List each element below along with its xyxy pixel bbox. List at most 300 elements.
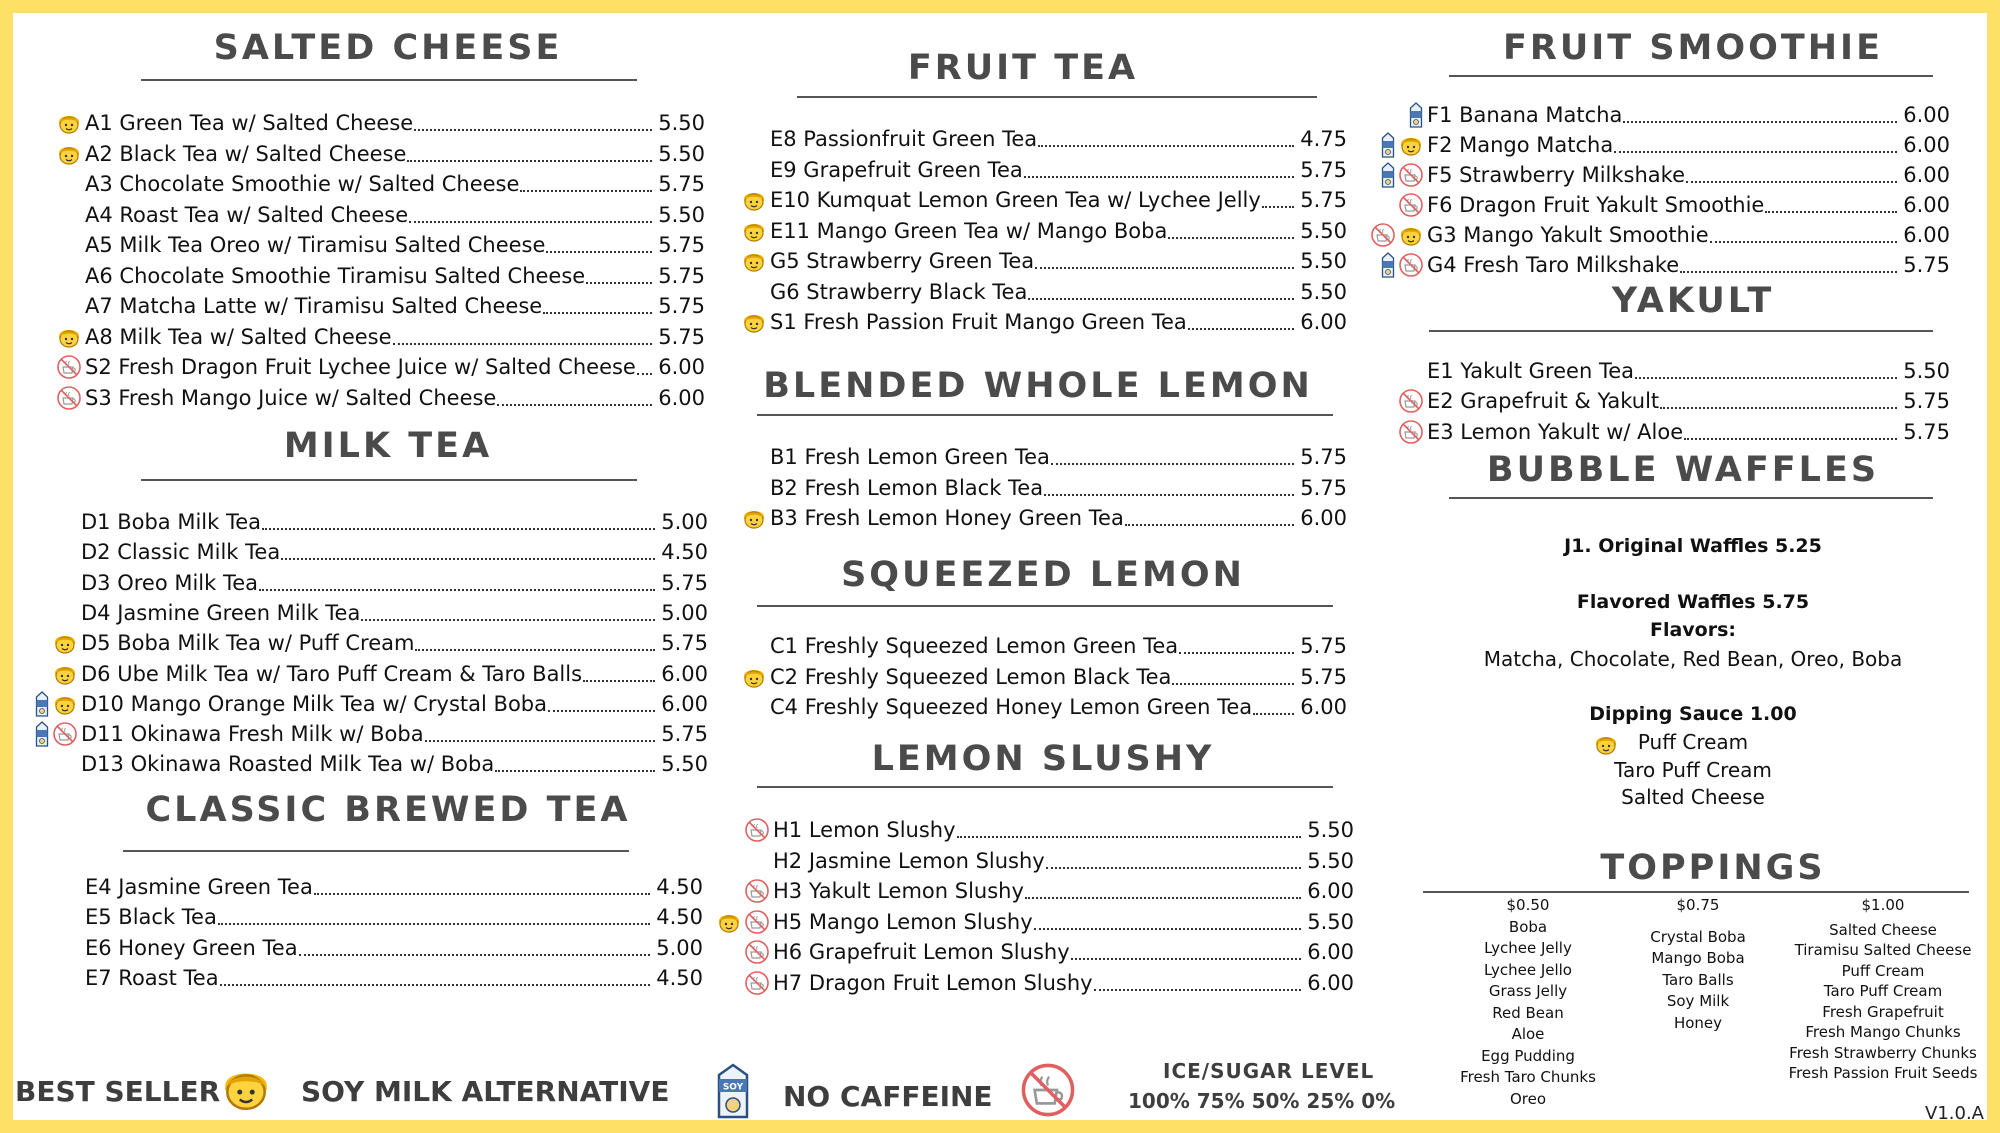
menu-item-price: 6.00 xyxy=(1903,103,1950,127)
menu-item-price: 6.00 xyxy=(1903,133,1950,157)
menu-item-icons xyxy=(1380,162,1424,193)
toppings-price: $1.00 xyxy=(1861,896,1905,914)
menu-item xyxy=(85,291,705,321)
dot-leader xyxy=(409,221,652,223)
menu-item-name: E3 Lemon Yakult w/ Aloe xyxy=(1427,419,1684,444)
section-rule xyxy=(757,605,1333,607)
toppings-price: $0.50 xyxy=(1506,896,1550,914)
menu-item-icons xyxy=(34,691,78,722)
best-seller-face-icon xyxy=(52,661,78,692)
menu-item-price: 6.00 xyxy=(1300,506,1347,530)
menu-item-icons xyxy=(34,721,78,752)
menu-item xyxy=(81,568,708,598)
ice-sugar-title: ICE/SUGAR LEVEL xyxy=(1163,1059,1375,1083)
section-title-salted-cheese: SALTED CHEESE xyxy=(213,28,563,68)
waffle-flavors-label: Flavors: xyxy=(1649,619,1737,641)
menu-item-icons xyxy=(52,630,78,661)
menu-item xyxy=(1427,386,1950,416)
dot-leader xyxy=(393,343,653,345)
dot-leader xyxy=(546,251,652,253)
menu-item-price: 5.50 xyxy=(1307,909,1354,934)
dot-leader xyxy=(259,589,655,591)
section-rule xyxy=(123,850,629,852)
menu-item xyxy=(85,322,705,352)
topping-item: Crystal Boba xyxy=(1650,927,1746,946)
menu-item-name: A6 Chocolate Smoothie Tiramisu Salted Cheese xyxy=(85,263,586,288)
dot-leader xyxy=(415,649,655,651)
menu-item xyxy=(770,631,1347,661)
dot-leader xyxy=(1125,524,1294,526)
menu-item-icons xyxy=(1398,388,1424,419)
best-seller-face-icon xyxy=(741,505,767,536)
menu-item-name: E1 Yakult Green Tea xyxy=(1427,359,1634,383)
menu-item-name: E7 Roast Tea xyxy=(85,965,219,990)
best-seller-face-icon xyxy=(1398,132,1424,163)
best-seller-face-icon xyxy=(56,324,82,355)
section-title-classic-brewed-tea: CLASSIC BREWED TEA xyxy=(145,790,631,830)
section-rule xyxy=(141,479,637,481)
menu-item xyxy=(773,846,1354,876)
menu-item-name: H7 Dragon Fruit Lemon Slushy xyxy=(773,970,1093,995)
menu-item xyxy=(81,628,708,658)
no-caffeine-cup-icon xyxy=(744,817,770,848)
menu-item-name: H6 Grapefruit Lemon Slushy xyxy=(773,940,1070,964)
no-caffeine-cup-icon xyxy=(56,385,82,416)
toppings-column-100 xyxy=(1778,895,1988,1084)
legend-soy-milk: SOY MILK ALTERNATIVE xyxy=(301,1075,670,1108)
no-caffeine-cup-icon xyxy=(1398,162,1424,193)
dot-leader xyxy=(1071,958,1302,960)
section-rule xyxy=(797,96,1317,98)
dot-leader xyxy=(1188,328,1294,330)
menu-item-price: 4.50 xyxy=(656,905,703,930)
soy-milk-carton-icon xyxy=(1380,132,1396,163)
menu-item-name: D10 Mango Orange Milk Tea w/ Crystal Boba xyxy=(81,691,547,716)
menu-item-icons xyxy=(744,817,770,848)
menu-item xyxy=(85,108,705,138)
menu-item-name: A2 Black Tea w/ Salted Cheese xyxy=(85,141,407,166)
legend-soy-icon-wrap xyxy=(716,1063,750,1124)
menu-item-name: A7 Matcha Latte w/ Tiramisu Salted Cheese xyxy=(85,294,543,318)
menu-item-price: 4.75 xyxy=(1300,127,1347,151)
menu-item-name: E9 Grapefruit Green Tea xyxy=(770,157,1023,182)
dot-leader xyxy=(361,619,655,621)
menu-item-name: G5 Strawberry Green Tea xyxy=(770,249,1035,273)
waffle-dipping-label: Dipping Sauce 1.00 xyxy=(1589,703,1797,725)
version-label: V1.0.A xyxy=(1925,1103,1984,1124)
menu-item-name: G3 Mango Yakult Smoothie xyxy=(1427,223,1709,247)
toppings-list xyxy=(1778,920,1988,1084)
no-caffeine-cup-icon xyxy=(56,354,82,385)
menu-item-price: 5.50 xyxy=(658,141,705,166)
dot-leader xyxy=(1035,267,1294,269)
menu-item xyxy=(770,246,1347,276)
menu-item xyxy=(85,230,705,260)
menu-item xyxy=(773,815,1354,845)
menu-item-price: 6.00 xyxy=(661,691,708,716)
toppings-list xyxy=(1613,927,1783,1035)
soy-milk-carton-icon xyxy=(34,691,50,722)
menu-item-icons xyxy=(744,878,770,909)
menu-item-icons xyxy=(56,141,82,172)
menu-item-name: G4 Fresh Taro Milkshake xyxy=(1427,253,1680,277)
section-rule xyxy=(141,79,637,81)
menu-item-name: A5 Milk Tea Oreo w/ Tiramisu Salted Cheese xyxy=(85,233,546,257)
menu-item-name: C4 Freshly Squeezed Honey Lemon Green Tea xyxy=(770,695,1253,719)
menu-item-name: A4 Roast Tea w/ Salted Cheese xyxy=(85,202,409,227)
best-seller-face-icon xyxy=(1398,222,1424,253)
section-title-lemon-slushy: LEMON SLUSHY xyxy=(871,739,1215,779)
menu-item-price: 5.50 xyxy=(1307,848,1354,873)
menu-item-price: 5.00 xyxy=(661,600,708,625)
section-rule xyxy=(757,786,1333,788)
menu-item-price: 5.50 xyxy=(661,752,708,777)
menu-item xyxy=(1427,100,1950,130)
soy-milk-carton-icon xyxy=(716,1063,750,1124)
menu-item-icons xyxy=(56,385,82,416)
menu-item-price: 5.75 xyxy=(661,570,708,595)
no-caffeine-cup-icon xyxy=(1370,222,1396,253)
topping-item: Oreo xyxy=(1509,1089,1547,1108)
menu-item-price: 5.00 xyxy=(661,510,708,534)
menu-item-icons xyxy=(1370,222,1424,253)
dot-leader xyxy=(1635,377,1897,379)
menu-item-name: E4 Jasmine Green Tea xyxy=(85,875,313,899)
menu-item-price: 5.75 xyxy=(658,172,705,196)
dot-leader xyxy=(1686,181,1897,183)
menu-item xyxy=(81,507,708,537)
section-title-bubble-waffles: BUBBLE WAFFLES xyxy=(1486,450,1880,490)
dot-leader xyxy=(1034,928,1302,930)
menu-item xyxy=(85,139,705,169)
legend-no-caffeine: NO CAFFEINE xyxy=(783,1080,993,1113)
menu-item-icons xyxy=(1380,252,1424,283)
menu-item-name: F1 Banana Matcha xyxy=(1427,103,1623,127)
menu-item-name: D13 Okinawa Roasted Milk Tea w/ Boba xyxy=(81,752,495,777)
dot-leader xyxy=(1710,241,1898,243)
menu-item-name: A3 Chocolate Smoothie w/ Salted Cheese xyxy=(85,172,520,196)
best-seller-face-icon xyxy=(716,909,742,940)
legend-best-seller-icon-wrap xyxy=(219,1061,273,1120)
menu-item-icons xyxy=(741,218,767,249)
section-title-squeezed-lemon: SQUEEZED LEMON xyxy=(841,555,1245,595)
menu-item-name: F6 Dragon Fruit Yakult Smoothie xyxy=(1427,193,1765,217)
menu-item xyxy=(770,473,1347,503)
menu-item-name: H5 Mango Lemon Slushy xyxy=(773,909,1033,934)
no-caffeine-cup-icon xyxy=(52,721,78,752)
menu-item-price: 5.75 xyxy=(1300,664,1347,689)
soy-milk-carton-icon xyxy=(34,721,50,752)
menu-item-price: 5.75 xyxy=(658,263,705,288)
menu-item xyxy=(85,933,703,963)
no-caffeine-cup-icon xyxy=(1398,419,1424,450)
menu-item-price: 6.00 xyxy=(1903,193,1950,217)
menu-item-name: S3 Fresh Mango Juice w/ Salted Cheese xyxy=(85,385,497,410)
menu-item xyxy=(773,876,1354,906)
dot-leader xyxy=(220,984,651,986)
best-seller-face-icon xyxy=(52,630,78,661)
menu-item-name: S1 Fresh Passion Fruit Mango Green Tea xyxy=(770,310,1187,334)
dot-leader xyxy=(1025,897,1301,899)
best-seller-face-icon xyxy=(52,691,78,722)
dot-leader xyxy=(543,312,652,314)
menu-item-icons xyxy=(741,187,767,218)
menu-item xyxy=(85,261,705,291)
menu-item-price: 5.50 xyxy=(1903,359,1950,383)
section-title-yakult: YAKULT xyxy=(1611,281,1775,321)
menu-item xyxy=(1427,130,1950,160)
dot-leader xyxy=(414,129,652,131)
menu-item-price: 5.75 xyxy=(658,324,705,349)
best-seller-face-icon xyxy=(741,248,767,279)
dot-leader xyxy=(1262,206,1294,208)
legend-no-caffeine-icon-wrap xyxy=(1019,1061,1077,1124)
menu-item xyxy=(85,169,705,199)
menu-item-price: 5.75 xyxy=(1903,253,1950,277)
section-title-blended-whole-lemon: BLENDED WHOLE LEMON xyxy=(763,366,1313,406)
waffle-sauce-salted-cheese: Salted Cheese xyxy=(1621,785,1765,809)
dot-leader xyxy=(1623,121,1897,123)
menu-item-icons xyxy=(52,661,78,692)
menu-item-price: 5.50 xyxy=(658,111,705,135)
dot-leader xyxy=(520,190,652,192)
menu-item-price: 6.00 xyxy=(658,385,705,410)
menu-item-icons xyxy=(744,939,770,970)
topping-item: Tiramisu Salted Cheese xyxy=(1794,941,1972,959)
menu-item-price: 5.75 xyxy=(658,233,705,257)
topping-item: Fresh Grapefruit xyxy=(1822,1002,1944,1021)
menu-item-icons xyxy=(1398,192,1424,223)
dot-leader xyxy=(583,680,655,682)
topping-item: Fresh Strawberry Chunks xyxy=(1789,1043,1977,1062)
toppings-column-075 xyxy=(1613,895,1783,1034)
dot-leader xyxy=(1172,683,1294,685)
topping-item: Soy Milk xyxy=(1666,992,1730,1010)
menu-item-name: A8 Milk Tea w/ Salted Cheese xyxy=(85,324,392,349)
no-caffeine-cup-icon xyxy=(744,939,770,970)
topping-item: Lychee Jelly xyxy=(1484,939,1572,957)
waffle-original: J1. Original Waffles 5.25 xyxy=(1564,535,1822,557)
dot-leader xyxy=(1094,989,1302,991)
no-caffeine-cup-icon xyxy=(1019,1061,1077,1124)
menu-item-price: 6.00 xyxy=(1300,695,1347,719)
toppings-column-050 xyxy=(1433,895,1623,1110)
toppings-price: $0.75 xyxy=(1676,896,1720,914)
menu-item xyxy=(85,872,703,902)
dot-leader xyxy=(218,923,650,925)
topping-item: Fresh Taro Chunks xyxy=(1460,1068,1596,1086)
menu-item-icons xyxy=(744,970,770,1001)
dot-leader xyxy=(1684,438,1897,440)
menu-item-icons xyxy=(56,324,82,355)
menu-item-price: 6.00 xyxy=(1903,223,1950,247)
menu-item-price: 5.50 xyxy=(1300,249,1347,273)
menu-item xyxy=(770,692,1347,722)
best-seller-face-icon xyxy=(741,664,767,695)
menu-item-price: 5.75 xyxy=(1300,445,1347,469)
menu-item-price: 5.50 xyxy=(1307,818,1354,842)
section-title-fruit-tea: FRUIT TEA xyxy=(907,48,1139,88)
section-rule xyxy=(1423,891,1969,893)
dot-leader xyxy=(1179,652,1294,654)
menu-item xyxy=(773,907,1354,937)
menu-item-icons xyxy=(56,110,82,141)
topping-item: Red Bean xyxy=(1492,1003,1564,1022)
menu-item-price: 5.75 xyxy=(1300,188,1347,212)
menu-item xyxy=(85,383,705,413)
dot-leader xyxy=(1765,211,1897,213)
best-seller-face-icon xyxy=(56,141,82,172)
menu-item-name: H3 Yakult Lemon Slushy xyxy=(773,879,1024,903)
topping-item: Honey xyxy=(1673,1013,1723,1032)
waffle-sauce-puff-cream: Puff Cream xyxy=(1637,730,1749,754)
dot-leader xyxy=(637,373,652,375)
menu-item xyxy=(85,352,705,382)
section-rule xyxy=(1449,75,1933,77)
topping-item: Fresh Passion Fruit Seeds xyxy=(1788,1064,1978,1082)
menu-item xyxy=(770,662,1347,692)
dot-leader xyxy=(281,558,655,560)
best-seller-face-icon xyxy=(56,110,82,141)
menu-item-price: 5.75 xyxy=(1300,475,1347,500)
menu-item xyxy=(770,185,1347,215)
menu-item-icons xyxy=(1408,102,1424,133)
menu-item-icons xyxy=(716,909,770,940)
dot-leader xyxy=(262,528,655,530)
menu-item-icons xyxy=(741,505,767,536)
dot-leader xyxy=(1024,176,1295,178)
menu-item xyxy=(81,659,708,689)
menu-item-name: H1 Lemon Slushy xyxy=(773,818,956,842)
menu-item xyxy=(773,937,1354,967)
menu-item xyxy=(81,689,708,719)
menu-item-name: S2 Fresh Dragon Fruit Lychee Juice w/ Salted Cheese xyxy=(85,355,636,379)
menu-item-name: D1 Boba Milk Tea xyxy=(81,510,262,534)
menu-item-name: E8 Passionfruit Green Tea xyxy=(770,127,1038,151)
menu-item-icons xyxy=(741,664,767,695)
menu-item xyxy=(81,537,708,567)
menu-item-name: D4 Jasmine Green Milk Tea xyxy=(81,600,361,625)
menu-item-name: B2 Fresh Lemon Black Tea xyxy=(770,475,1044,500)
menu-item-price: 6.00 xyxy=(1307,970,1354,995)
menu-item xyxy=(770,442,1347,472)
section-title-toppings: TOPPINGS xyxy=(1600,848,1826,888)
menu-item-price: 5.75 xyxy=(661,722,708,747)
menu-item-icons xyxy=(56,354,82,385)
menu-item-price: 6.00 xyxy=(1307,879,1354,903)
dot-leader xyxy=(497,404,652,406)
menu-item-price: 5.75 xyxy=(1300,634,1347,658)
menu-item-price: 5.75 xyxy=(1903,389,1950,414)
menu-item xyxy=(85,963,703,993)
topping-item: Lychee Jello xyxy=(1483,960,1572,979)
dot-leader xyxy=(1044,494,1294,496)
toppings-list xyxy=(1433,917,1623,1111)
dot-leader xyxy=(957,836,1302,838)
menu-item-price: 5.75 xyxy=(658,294,705,318)
no-caffeine-cup-icon xyxy=(1398,192,1424,223)
menu-item-name: D5 Boba Milk Tea w/ Puff Cream xyxy=(81,631,415,656)
menu-item-icons xyxy=(741,309,767,340)
menu-item xyxy=(770,307,1347,337)
dot-leader xyxy=(1051,463,1294,465)
section-rule xyxy=(1449,497,1933,499)
menu-item xyxy=(81,598,708,628)
menu-item xyxy=(1427,190,1950,220)
no-caffeine-cup-icon xyxy=(744,909,770,940)
menu-item-icons xyxy=(1398,419,1424,450)
legend-best-seller: BEST SELLER xyxy=(15,1075,221,1108)
svg-text:SOY: SOY xyxy=(722,1082,744,1093)
menu-item-name: E5 Black Tea xyxy=(85,905,217,930)
menu-item-name: F2 Mango Matcha xyxy=(1427,133,1614,157)
menu-item-name: B1 Fresh Lemon Green Tea xyxy=(770,445,1050,469)
dot-leader xyxy=(425,740,656,742)
dot-leader xyxy=(1028,298,1294,300)
menu-item-name: D6 Ube Milk Tea w/ Taro Puff Cream & Taro Balls xyxy=(81,661,583,686)
menu-item-name: F5 Strawberry Milkshake xyxy=(1427,163,1686,187)
dot-leader xyxy=(586,282,652,284)
section-rule xyxy=(757,414,1333,416)
menu-item-icons xyxy=(1380,132,1424,163)
menu-item xyxy=(770,124,1347,154)
menu-item xyxy=(81,719,708,749)
topping-item: Aloe xyxy=(1511,1025,1545,1043)
soy-milk-carton-icon xyxy=(1380,162,1396,193)
menu-item xyxy=(770,503,1347,533)
menu-item xyxy=(81,749,708,779)
waffle-sauce-taro-puff-cream: Taro Puff Cream xyxy=(1614,758,1772,782)
topping-item: Mango Boba xyxy=(1651,949,1745,967)
menu-item-name: G6 Strawberry Black Tea xyxy=(770,279,1028,304)
menu-item xyxy=(1427,356,1950,386)
menu-item-name: C2 Freshly Squeezed Lemon Black Tea xyxy=(770,664,1172,689)
waffle-flavors-list: Matcha, Chocolate, Red Bean, Oreo, Boba xyxy=(1483,647,1903,671)
dot-leader xyxy=(1614,151,1897,153)
topping-item: Taro Puff Cream xyxy=(1823,982,1943,1000)
menu-item-name: D3 Oreo Milk Tea xyxy=(81,570,259,595)
dot-leader xyxy=(299,954,651,956)
best-seller-face-icon xyxy=(741,309,767,340)
topping-item: Boba xyxy=(1508,917,1548,936)
menu-item-name: C1 Freshly Squeezed Lemon Green Tea xyxy=(770,634,1179,658)
soy-milk-carton-icon xyxy=(1408,102,1424,133)
ice-sugar-levels: 100% 75% 50% 25% 0% xyxy=(1128,1089,1396,1113)
menu-item xyxy=(1427,220,1950,250)
dot-leader xyxy=(1680,271,1897,273)
no-caffeine-cup-icon xyxy=(1398,252,1424,283)
section-title-milk-tea: MILK TEA xyxy=(283,426,493,466)
menu-item-price: 5.50 xyxy=(1300,218,1347,243)
menu-item-price: 5.75 xyxy=(1300,157,1347,182)
menu-item xyxy=(1427,250,1950,280)
dot-leader xyxy=(548,710,655,712)
topping-item: Fresh Mango Chunks xyxy=(1805,1023,1961,1041)
menu-item-name: D2 Classic Milk Tea xyxy=(81,540,281,565)
best-seller-face-icon xyxy=(741,187,767,218)
menu-item-icons xyxy=(741,248,767,279)
dot-leader xyxy=(495,770,655,772)
section-title-fruit-smoothie: FRUIT SMOOTHIE xyxy=(1502,28,1883,68)
dot-leader xyxy=(1168,237,1294,239)
menu-item-name: H2 Jasmine Lemon Slushy xyxy=(773,848,1045,873)
menu-item-price: 5.50 xyxy=(1300,279,1347,304)
menu-item-price: 6.00 xyxy=(661,661,708,686)
menu-item-name: B3 Fresh Lemon Honey Green Tea xyxy=(770,506,1124,530)
menu-item-name: A1 Green Tea w/ Salted Cheese xyxy=(85,111,414,135)
topping-item: Egg Pudding xyxy=(1481,1046,1575,1065)
soy-milk-carton-icon xyxy=(1380,252,1396,283)
